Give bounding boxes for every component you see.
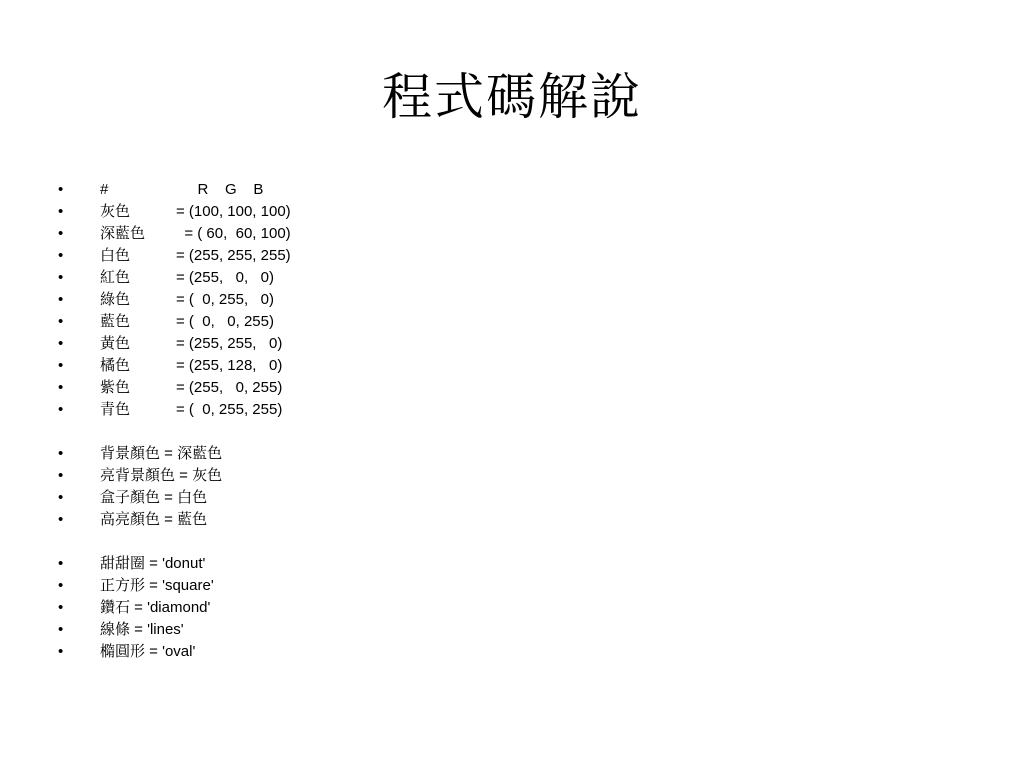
item-value: = ( 0, 255, 0): [176, 291, 274, 308]
bullet-icon: •: [58, 643, 64, 660]
bullet-icon: •: [58, 511, 64, 528]
slide-title: 程式碼解說: [382, 68, 642, 126]
item-value: = (100, 100, 100): [176, 203, 291, 220]
bullet-icon: •: [58, 555, 64, 572]
item-label: 藍色: [100, 313, 131, 330]
bullet-icon: •: [58, 577, 64, 594]
item-value: R G B: [160, 181, 264, 198]
item-text: 背景顏色 = 深藍色: [100, 445, 223, 462]
item-value: = (255, 128, 0): [176, 357, 283, 374]
list-item: [58, 443, 958, 465]
list-item: [58, 333, 958, 355]
bullet-icon: •: [58, 445, 64, 462]
list-item: [58, 267, 958, 289]
bullet-icon: •: [58, 181, 64, 198]
item-value: = (255, 255, 0): [176, 335, 283, 352]
item-label: 青色: [100, 401, 131, 418]
bullet-icon: •: [58, 489, 64, 506]
item-text: 橢圓形 = 'oval': [100, 643, 196, 660]
item-text: 正方形 = 'square': [100, 577, 214, 594]
list-item: [58, 399, 958, 421]
bullet-icon: •: [58, 313, 64, 330]
bullet-icon: •: [58, 291, 64, 308]
list-item: [58, 597, 958, 619]
item-label: 白色: [100, 247, 131, 264]
item-value: = (255, 0, 0): [176, 269, 274, 286]
item-text: 鑽石 = 'diamond': [100, 599, 211, 616]
bullet-list: [58, 179, 958, 663]
bullet-icon: •: [58, 269, 64, 286]
item-text: 亮背景顏色 = 灰色: [100, 467, 223, 484]
list-item: [58, 289, 958, 311]
item-label: 灰色: [100, 203, 131, 220]
item-value: = (255, 255, 255): [176, 247, 291, 264]
shape-names-group: [58, 553, 958, 663]
list-item: [58, 223, 958, 245]
list-item: [58, 619, 958, 641]
item-value: = ( 60, 60, 100): [176, 225, 291, 242]
item-value: = ( 0, 0, 255): [176, 313, 274, 330]
item-label: 深藍色: [100, 225, 146, 242]
list-item: [58, 575, 958, 597]
item-label: 黃色: [100, 335, 131, 352]
item-label: 紫色: [100, 379, 131, 396]
color-definitions-group: [58, 179, 958, 421]
bullet-icon: •: [58, 335, 64, 352]
list-item: [58, 311, 958, 333]
list-item: [58, 355, 958, 377]
color-assignments-group: [58, 443, 958, 531]
list-item: [58, 377, 958, 399]
bullet-icon: •: [58, 379, 64, 396]
item-text: 高亮顏色 = 藍色: [100, 511, 208, 528]
list-item: [58, 179, 958, 201]
item-label: #: [100, 181, 109, 198]
bullet-icon: •: [58, 599, 64, 616]
list-item: [58, 201, 958, 223]
item-text: 線條 = 'lines': [100, 621, 184, 638]
bullet-icon: •: [58, 621, 64, 638]
list-item: [58, 641, 958, 663]
item-value: = ( 0, 255, 255): [176, 401, 283, 418]
list-item: [58, 487, 958, 509]
bullet-icon: •: [58, 357, 64, 374]
item-label: 紅色: [100, 269, 131, 286]
list-item: [58, 465, 958, 487]
list-item: [58, 553, 958, 575]
list-item: [58, 245, 958, 267]
item-value: = (255, 0, 255): [176, 379, 283, 396]
bullet-icon: •: [58, 401, 64, 418]
item-label: 綠色: [100, 291, 131, 308]
bullet-icon: •: [58, 225, 64, 242]
bullet-icon: •: [58, 203, 64, 220]
bullet-icon: •: [58, 467, 64, 484]
item-text: 甜甜圈 = 'donut': [100, 555, 206, 572]
list-item: [58, 509, 958, 531]
item-text: 盒子顏色 = 白色: [100, 489, 208, 506]
bullet-icon: •: [58, 247, 64, 264]
item-label: 橘色: [100, 357, 131, 374]
